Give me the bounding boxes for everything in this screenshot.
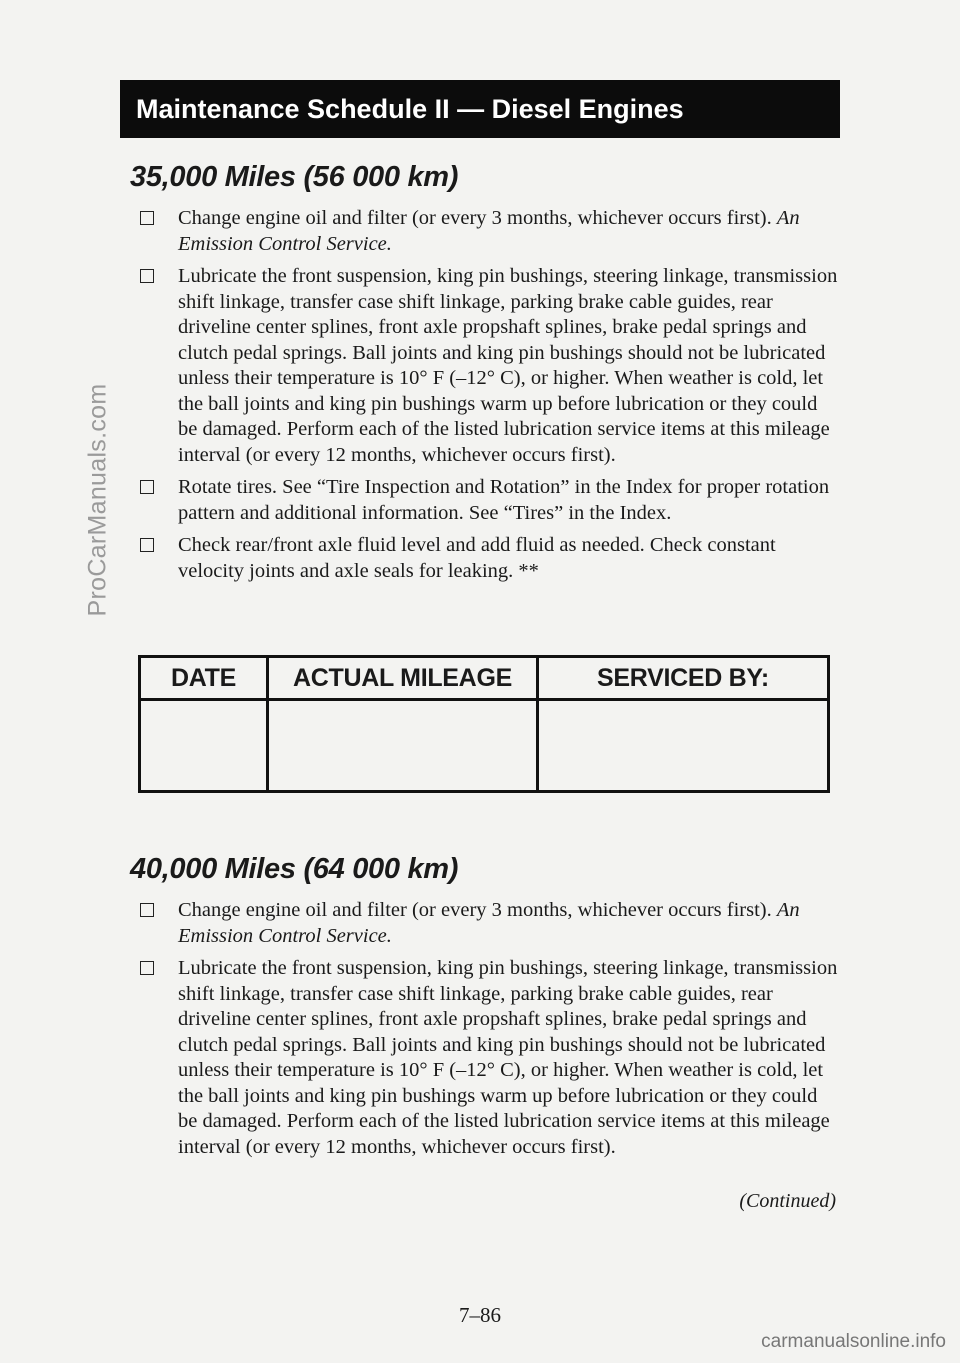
page-header-banner: Maintenance Schedule II — Diesel Engines [120, 80, 840, 138]
column-header-mileage: ACTUAL MILEAGE [268, 657, 538, 700]
list-item [140, 533, 840, 584]
item-text: Lubricate the front suspension, king pin bushings, steering linkage, transmission shift linkage, transfer case shift linkage, parking brake cable guides, rear driveline center splines, front axle propshaft splines, brake pedal springs and clutch pedal springs. Ball joints and king pin bushings should not be lubricated unless their temperature is 10° F (–12° C), or higher. When weather is cold, let the ball joints and king pin bushings warm up before lubrication or they could be damaged. Perform each of the listed lubrication service items at this mileage interval (or every 12 months, whichever occurs first). [178, 957, 838, 1158]
list-item [140, 475, 840, 526]
item-text: Change engine oil and filter (or every 3 months, whichever occurs first). [178, 899, 772, 921]
watermark-text: ProCarManuals.com [83, 383, 112, 617]
item-text: Lubricate the front suspension, king pin bushings, steering linkage, transmission shift linkage, transfer case shift linkage, parking brake cable guides, rear driveline center splines, front axle propshaft splines, brake pedal springs and clutch pedal springs. Ball joints and king pin bushings should not be lubricated unless their temperature is 10° F (–12° C), or higher. When weather is cold, let the ball joints and king pin bushings warm up before lubrication or they could be damaged. Perform each of the listed lubrication service items at this mileage interval (or every 12 months, whichever occurs first). [178, 265, 838, 466]
checklist-40000 [140, 898, 840, 1167]
list-item [140, 898, 840, 949]
checkbox-icon[interactable] [140, 480, 154, 494]
checkbox-icon[interactable] [140, 211, 154, 225]
section-title-40000: 40,000 Miles (64 000 km) [130, 853, 459, 885]
checklist-35000 [140, 206, 840, 591]
list-item [140, 956, 840, 1160]
column-header-serviced-by: SERVICED BY: [538, 657, 829, 700]
list-item [140, 264, 840, 468]
serviced-by-cell[interactable] [538, 700, 829, 792]
checkbox-icon[interactable] [140, 961, 154, 975]
page-number: 7–86 [459, 1303, 501, 1327]
checkbox-icon[interactable] [140, 269, 154, 283]
item-text: Check rear/front axle fluid level and add fluid as needed. Check constant velocity joints and axle seals for leaking. ** [178, 534, 776, 582]
mileage-cell[interactable] [268, 700, 538, 792]
item-note: An Emission Control Service. [178, 207, 800, 255]
item-note: An Emission Control Service. [178, 899, 800, 947]
footer-site-text: carmanualsonline.info [761, 1331, 946, 1352]
column-header-date: DATE [140, 657, 268, 700]
section-title-35000: 35,000 Miles (56 000 km) [130, 161, 459, 193]
item-text: Rotate tires. See “Tire Inspection and Rotation” in the Index for proper rotation pattern and additional information. See “Tires” in the Index. [178, 476, 830, 524]
checkbox-icon[interactable] [140, 903, 154, 917]
checkbox-icon[interactable] [140, 538, 154, 552]
list-item [140, 206, 840, 257]
service-record-table [138, 655, 830, 793]
date-cell[interactable] [140, 700, 268, 792]
continued-label: (Continued) [739, 1190, 836, 1212]
item-text: Change engine oil and filter (or every 3 months, whichever occurs first). [178, 207, 772, 229]
